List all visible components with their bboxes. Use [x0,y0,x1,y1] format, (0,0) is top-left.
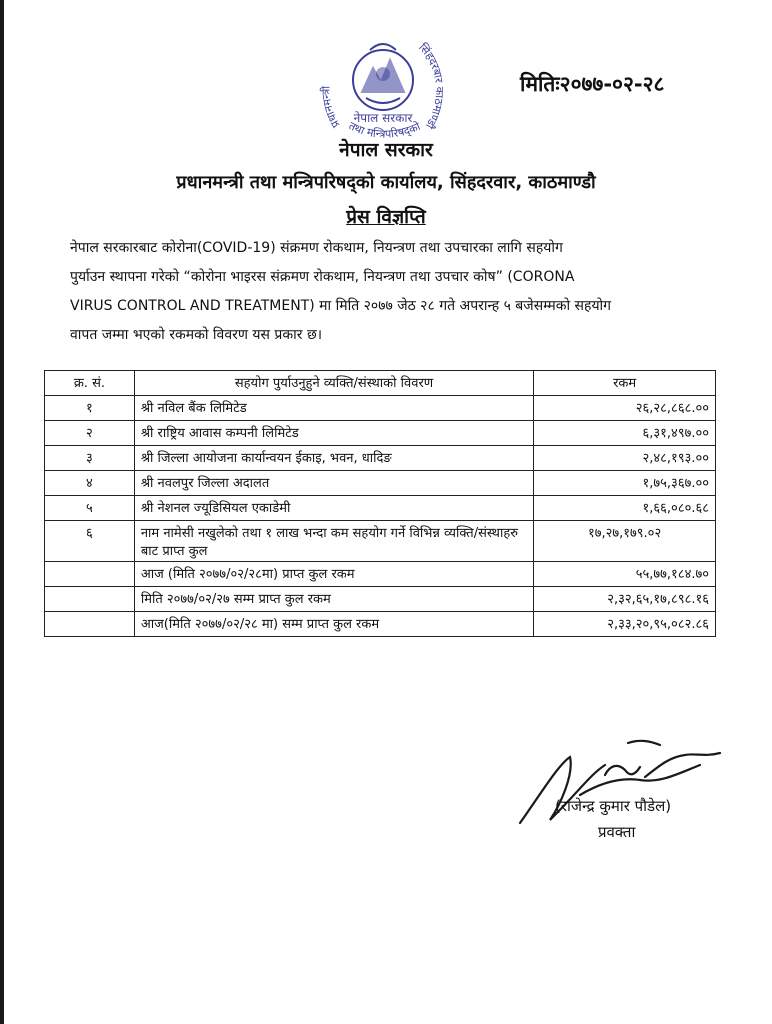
row-amount: २,४८,१९३.०० [534,446,716,471]
row-description: श्री नेशनल ज्यूडिसियल एकाडेमी [134,496,533,521]
row-serial: २ [45,421,135,446]
row-serial: १ [45,396,135,421]
row-amount: २६,२८,८६८.०० [534,396,716,421]
row-description: श्री जिल्ला आयोजना कार्यान्वयन ईकाइ, भवन, धादिङ [134,446,533,471]
table-row [45,446,716,471]
table-row [45,521,716,562]
total-amount: २,३२,६५,१७,८९८.१६ [534,587,716,612]
table-header-row [45,371,716,396]
svg-text:प्रधानमन्त्री [319,86,342,130]
row-serial-empty [45,562,135,587]
body-line: वापत जम्मा भएको रकमको विवरण यस प्रकार छ। [70,327,323,343]
row-amount: १,६६,०८०.६८ [534,496,716,521]
row-amount: १,७५,३६७.०० [534,471,716,496]
table-row [45,471,716,496]
total-description: मिति २०७७/०२/२७ सम्म प्राप्त कुल रकम [134,587,533,612]
press-release-title: प्रेस विज्ञप्ति [346,206,426,228]
header-description: सहयोग पुर्याउनुहुने व्यक्ति/संस्थाको विवरण [134,371,533,396]
table-row [45,496,716,521]
total-amount: ५५,७७,१८४.७० [534,562,716,587]
row-amount: ६,३१,४९७.०० [534,421,716,446]
body-line: पुर्याउन स्थापना गरेको “कोरोना भाइरस संक्रमण रोकथाम, नियन्त्रण तथा उपचार कोष” (CORONA [70,269,575,285]
total-amount: २,३३,२०,९५,०८२.८६ [534,612,716,637]
header-amount: रकम [534,371,716,396]
row-serial: ४ [45,471,135,496]
total-row [45,562,716,587]
row-description: नाम नामेसी नखुलेको तथा १ लाख भन्दा कम सहयोग गर्ने विभिन्न व्यक्ति/संस्थाहरु बाट प्राप्त कुल [134,521,533,562]
row-description: श्री नविल बैंक लिमिटेड [134,396,533,421]
row-serial-empty [45,587,135,612]
seal-text-right: सिंहदरबार काठमाण्डौ [416,40,446,131]
document-date: मितिः२०७७-०२-२८ [520,72,665,96]
row-serial: ३ [45,446,135,471]
row-amount: १७,२७,१७९.०२ [534,521,716,562]
table-row [45,421,716,446]
signatory-name: (राजेन्द्र कुमार पौडेल) [555,797,672,815]
office-heading: प्रधानमन्त्री तथा मन्त्रिपरिषद्को कार्यालय, सिंहदरवार, काठमाण्डौ [176,172,596,193]
row-description: श्री नवलपुर जिल्ला अदालत [134,471,533,496]
header-serial: क्र. सं. [45,371,135,396]
donation-table [44,370,716,637]
row-serial: ५ [45,496,135,521]
row-serial: ६ [45,521,135,562]
seal-text-bottom: तथा मन्त्रिपरिषद्को [346,119,423,141]
seal-text-top: नेपाल सरकार [353,111,413,125]
table-row [45,396,716,421]
total-description: आज(मिति २०७७/०२/२८ मा) सम्म प्राप्त कुल रकम [134,612,533,637]
svg-text:सिंहदरबार काठमाण्डौ [416,41,446,131]
total-description: आज (मिति २०७७/०२/२८मा) प्राप्त कुल रकम [134,562,533,587]
row-serial-empty [45,612,135,637]
government-seal-icon [318,30,448,142]
body-line: VIRUS CONTROL AND TREATMENT) मा मिति २०७७ जेठ २८ गते अपरान्ह ५ बजेसम्मको सहयोग [70,298,612,314]
body-line: नेपाल सरकारबाट कोरोना(COVID-19) संक्रमण रोकथाम, नियन्त्रण तथा उपचारका लागि सहयोग [70,240,563,256]
total-row [45,587,716,612]
government-heading: नेपाल सरकार [339,139,433,161]
signatory-role: प्रवक्ता [598,823,636,841]
total-row [45,612,716,637]
press-release-body [70,234,705,350]
row-description: श्री राष्ट्रिय आवास कम्पनी लिमिटेड [134,421,533,446]
seal-text-left: प्रधानमन्त्री [319,85,343,131]
